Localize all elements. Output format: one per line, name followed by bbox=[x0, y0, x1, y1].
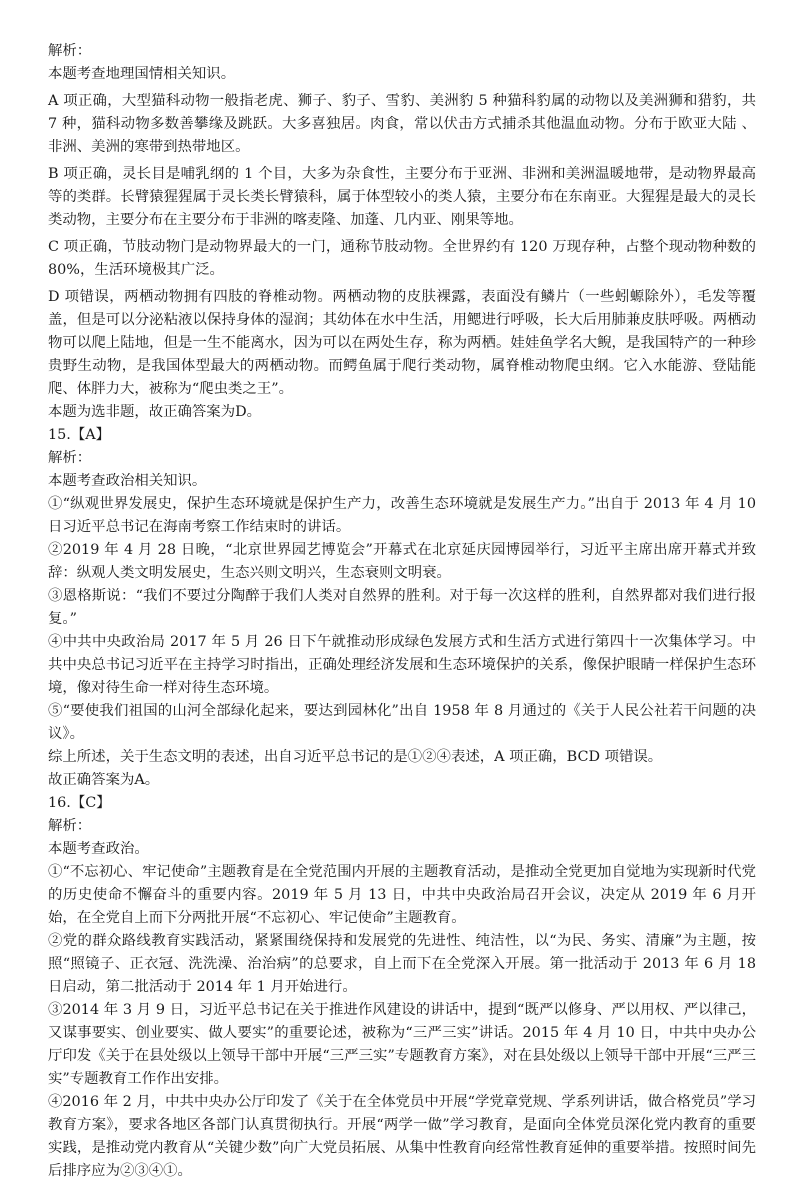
para-option-c: C 项正确，节肢动物门是动物界最大的一门，通称节肢动物。全世界约有 120 万现存种，占整个现动物种数的 80%，生活环境极其广泛。 bbox=[48, 239, 756, 278]
para-topic-politics-2: 本题考查政治。 bbox=[48, 841, 149, 857]
document-page bbox=[48, 40, 756, 1183]
para-item-1: ①“纵观世界发展史，保护生态环境就是保护生产力，改善生态环境就是发展生产力。”出自于 2013 年 4 月 10 日习近平总书记在海南考察工作结束时的讲话。 bbox=[48, 496, 756, 535]
para-option-d: D 项错误，两栖动物拥有四肢的脊椎动物。两栖动物的皮肤裸露，表面没有鳞片（一些蚓螈除外），毛发等覆盖，但是可以分泌粘液以保持身体的湿润；其幼体在水中生活，用鳃进行呼吸，长大后用肺兼皮肤呼吸。两栖动物可以爬上陆地，但是一生不能离水，因为可以在两处生存，称为两栖。娃娃鱼学名大鲵，是我国特产的一种珍贵野生动物，是我国体型最大的两栖动物。而鳄鱼属于爬行类动物，属脊椎动物爬虫纲。它入水能游、登陆能爬、体胖力大，被称为“爬虫类之王”。 bbox=[48, 289, 756, 397]
para-answer-14: 本题为选非题，故正确答案为D。 bbox=[48, 404, 262, 420]
para-item-16-4: ④2016 年 2 月，中共中央办公厅印发了《关于在全体党员中开展“学党章党规、学系列讲话，做合格党员”学习教育方案》，要求各地区各部门认真贯彻执行。开展“两学一做”学习教育，是面向全体党员深化党内教育的重要实践，是推动党内教育从“关键少数”向广大党员拓展、从集中性教育向经常性教育延伸的重要举措。按照时间先后排序应为②③④①。 bbox=[48, 1094, 756, 1179]
para-item-5: ⑤“要使我们祖国的山河全部绿化起来，要达到园林化”出自 1958 年 8 月通过的《关于人民公社若干问题的决议》。 bbox=[48, 703, 756, 742]
para-item-3: ③恩格斯说：“我们不要过分陶醉于我们人类对自然界的胜利。对于每一次这样的胜利，自然界都对我们进行报复。” bbox=[48, 588, 756, 627]
para-analysis-label-3: 解析： bbox=[48, 818, 92, 834]
para-analysis-label-1: 解析： bbox=[48, 43, 92, 59]
para-item-2: ②2019 年 4 月 28 日晚，“北京世界园艺博览会”开幕式在北京延庆园博园举行，习近平主席出席开幕式并致辞：纵观人类文明发展史，生态兴则文明兴，生态衰则文明衰。 bbox=[48, 542, 756, 581]
para-option-b: B 项正确，灵长目是哺乳纲的 1 个目，大多为杂食性，主要分布于亚洲、非洲和美洲温暖地带，是动物界最高等的类群。长臂猿猩猩属于灵长类长臂猿科，属于体型较小的类人猿，主要分布在东南亚。大猩猩是最大的灵长类动物，主要分布在主要分布于非洲的喀麦隆、加蓬、几内亚、刚果等地。 bbox=[48, 166, 756, 228]
para-item-4: ④中共中央政治局 2017 年 5 月 26 日下午就推动形成绿色发展方式和生活方式进行第四十一次集体学习。中共中央总书记习近平在主持学习时指出，正确处理经济发展和生态环境保护的关系，像保护眼睛一样保护生态环境，像对待生命一样对待生态环境。 bbox=[48, 634, 756, 696]
para-item-16-3: ③2014 年 3 月 9 日，习近平总书记在关于推进作风建设的讲话中，提到“既严以修身、严以用权、严以律己，又谋事要实、创业要实、做人要实”的重要论述，被称为“三严三实”讲话。2015 年 4 月 10 日，中共中央办公厅印发《关于在县处级以上领导干部中开展“三严三实”专题教育方案》，对在县处级以上领导干部中开展“三严三实”专题教育工作作出安排。 bbox=[48, 1002, 756, 1087]
para-topic-geography: 本题考查地理国情相关知识。 bbox=[48, 66, 236, 82]
para-answer-15: 故正确答案为A。 bbox=[48, 772, 160, 788]
para-summary-15: 综上所述，关于生态文明的表述，出自习近平总书记的是①②④表述，A 项正确，BCD 项错误。 bbox=[48, 749, 663, 765]
question-15-heading: 15.【A】 bbox=[48, 427, 111, 443]
para-item-16-1: ①“不忘初心、牢记使命”主题教育是在全党范围内开展的主题教育活动，是推动全党更加自觉地为实现新时代党的历史使命不懈奋斗的重要内容。2019 年 5 月 13 日，中共中央政治局召开会议，决定从 2019 年 6 月开始，在全党自上而下分两批开展“不忘初心、牢记使命”主题教育。 bbox=[48, 864, 756, 926]
question-16-heading: 16.【C】 bbox=[48, 795, 111, 811]
para-topic-politics-1: 本题考查政治相关知识。 bbox=[48, 473, 207, 489]
para-item-16-2: ②党的群众路线教育实践活动，紧紧围绕保持和发展党的先进性、纯洁性，以“为民、务实、清廉”为主题，按照“照镜子、正衣冠、洗洗澡、治治病”的总要求，自上而下在全党深入开展。第一批活动于 2013 年 6 月 18 日启动，第二批活动于 2014 年 1 月开始进行。 bbox=[48, 933, 756, 995]
para-option-a: A 项正确，大型猫科动物一般指老虎、狮子、豹子、雪豹、美洲豹 5 种猫科豹属的动物以及美洲狮和猎豹，共 7 种，猫科动物多数善攀缘及跳跃。大多喜独居。肉食，常以伏击方式捕杀其他温血动物。分布于欧亚大陆 、非洲、美洲的寒带到热带地区。 bbox=[48, 93, 756, 155]
para-analysis-label-2: 解析： bbox=[48, 450, 92, 466]
